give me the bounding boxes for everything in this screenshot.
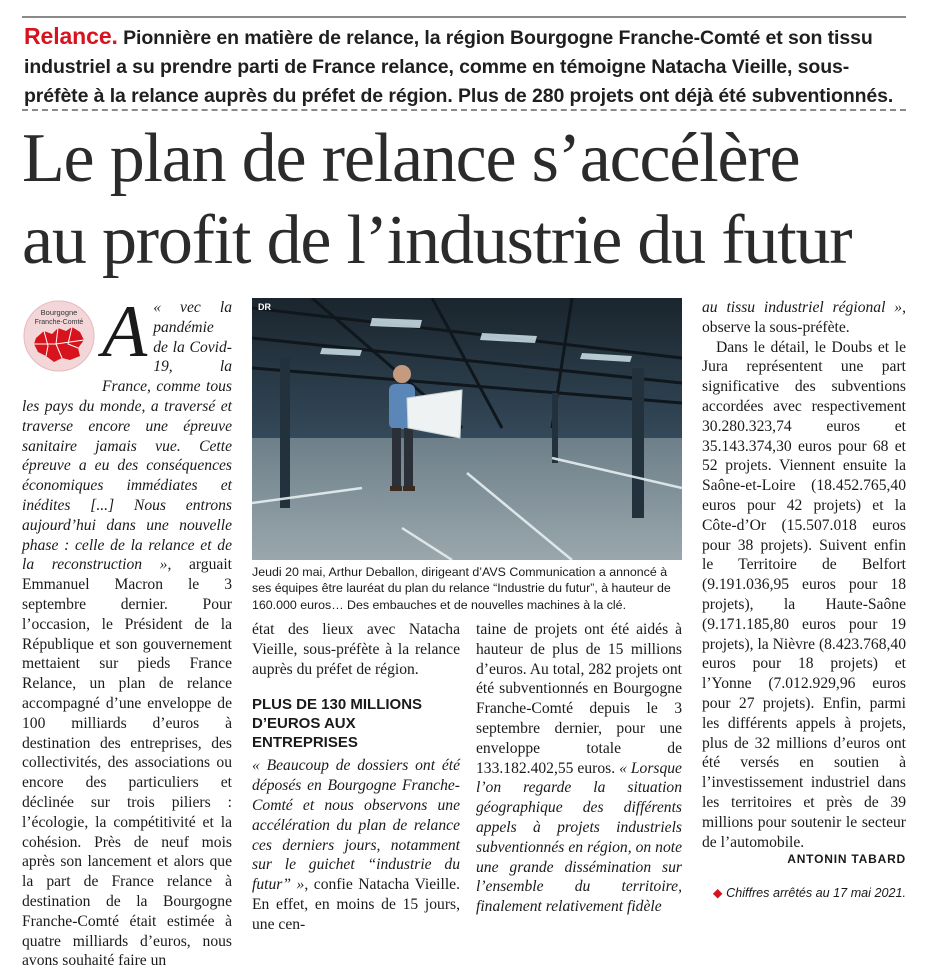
dashed-divider <box>22 109 906 111</box>
col4-quote-end: au tissu industriel régional » <box>702 299 903 316</box>
warehouse-photo <box>252 298 682 560</box>
logo-label-2: Franche-Comté <box>34 319 84 326</box>
footnote <box>702 885 906 900</box>
lead-kicker: Relance. <box>24 23 118 49</box>
headline-line-2: au profit de l’industrie du futur <box>22 202 852 279</box>
author-signature: ANTONIN TABARD <box>787 852 906 866</box>
column-2 <box>252 620 460 935</box>
col2-quote: « Beaucoup de dossiers ont été déposés en Bourgogne Franche-Comté et nous observons une accélération du plan de relance ces derniers jours, notamment sur le guichet “industrie du futur” » <box>252 757 460 894</box>
footnote-text: Chiffres arrêtés au 17 mai 2021. <box>722 886 906 900</box>
headline-line-1: Le plan de relance s’accélère <box>22 120 800 197</box>
region-logo-icon <box>22 298 96 374</box>
article-headline <box>22 118 912 282</box>
lead-text: Pionnière en matière de relance, la région Bourgogne Franche-Comté et son tissu industriel a su prendre parti de France relance, comme en témoigne Natacha Vieille, sous-préfète à la relance auprès du préfet de région. Plus de 280 projets ont déjà été subventionnés. <box>24 27 894 107</box>
photo-credit: DR <box>258 302 271 312</box>
column-4 <box>702 298 906 852</box>
col2-body-2: , confie Natacha Vieille. En effet, en moins de 15 jours, une cen- <box>252 876 460 933</box>
top-rule <box>22 16 906 18</box>
subhead-line-2: D’EUROS AUX ENTREPRISES <box>252 715 358 752</box>
column-1 <box>22 291 232 971</box>
col1-quote-open: « <box>153 299 181 316</box>
logo-label-1: Bourgogne <box>40 308 78 317</box>
col4-body-1: , observe la sous-préfète. <box>702 299 906 336</box>
column-3 <box>476 620 682 917</box>
section-subhead <box>252 695 460 752</box>
subhead-line-1: PLUS DE 130 MILLIONS <box>252 696 423 714</box>
col3-body: taine de projets ont été aidés à hauteur de plus de 15 millions d’euros. Au total, 282 projets ont été subventionnés en Bourgogne Franche-Comté depuis le 3 septembre dernier, pour une enveloppe totale de 133.182.402,55 euros. <box>476 621 682 777</box>
article-photo <box>252 298 682 560</box>
col4-body-2: Dans le détail, le Doubs et le Jura représentent une part significative des subventions accordées avec respectivement 30.280.323,74 euros et 35.143.374,30 euros pour 68 et 52 projets. Viennent ensuite la Saône-et-Loire (18.452.765,40 euros pour 42 projets) et la Côte-d’Or (15.507.018 euros pour 38 projets). Suivent enfin le Territoire de Belfort (9.191.036,95 euros pour 18 projets), la Haute-Saône (9.171.185,80 euros pour 19 projets), la Nièvre (8.423.768,40 euros pour 18 projets) et l’Yonne (7.012.929,96 euros pour 27 projets). Enfin, parmi les différents appels à projets, plus de 32 millions d’euros ont été versés en soutien à l’investissement industriel dans les territoires et près de 39 millions pour soutenir le secteur de l’automobile. <box>702 338 906 851</box>
col1-opening-quote: vec la pandémie de la Covid-19, la France, comme tous les pays du monde, a traversé et traverse encore une épreuve sanitaire jamais vue. Cette épreuve a eu des conséquences économiques immédiates et inédites [...] Nous entrons aujourd’hui dans une nouvelle phase : celle de la relance et de la reconstruction » <box>22 299 232 574</box>
photo-caption: Jeudi 20 mai, Arthur Deballon, dirigeant d’AVS Communication a annoncé à ses équipes être lauréat du plan du relance “Industrie du futur”, à hauteur de 160.000 euros… Des embauches et de nouvelles machines à la clé. <box>252 565 671 612</box>
col1-body: , arguait Emmanuel Macron le 3 septembre dernier. Pour l’occasion, le Président de la République et son gouvernement mettaient sur pieds France Relance, un plan de relance accompagné d’une enveloppe de 100 milliards d’euros à destination des entreprises, des collectivités, des associations ou encore des particuliers et déclinée sur trois piliers : l’écologie, la compétitivité et la cohésion. Près de neuf mois après son lancement et alors que la part de France relance à destination de la Bourgogne Franche-Comté était estimée à quatre milliards d’euros, nous avons souhaité faire un <box>22 556 232 970</box>
drop-cap: A <box>102 291 148 373</box>
article-lead <box>24 22 908 111</box>
diamond-bullet-icon: ◆ <box>712 886 723 900</box>
col3-quote: « Lorsque l’on regarde la situation géographique des différents appels à projets industriels subventionnés en région, on note une grande dissémination sur l’ensemble du territoire, finalement relativement fidèle <box>476 759 682 916</box>
col2-body-1: état des lieux avec Natacha Vieille, sous-préfète à la relance auprès du préfet de région. <box>252 621 460 678</box>
